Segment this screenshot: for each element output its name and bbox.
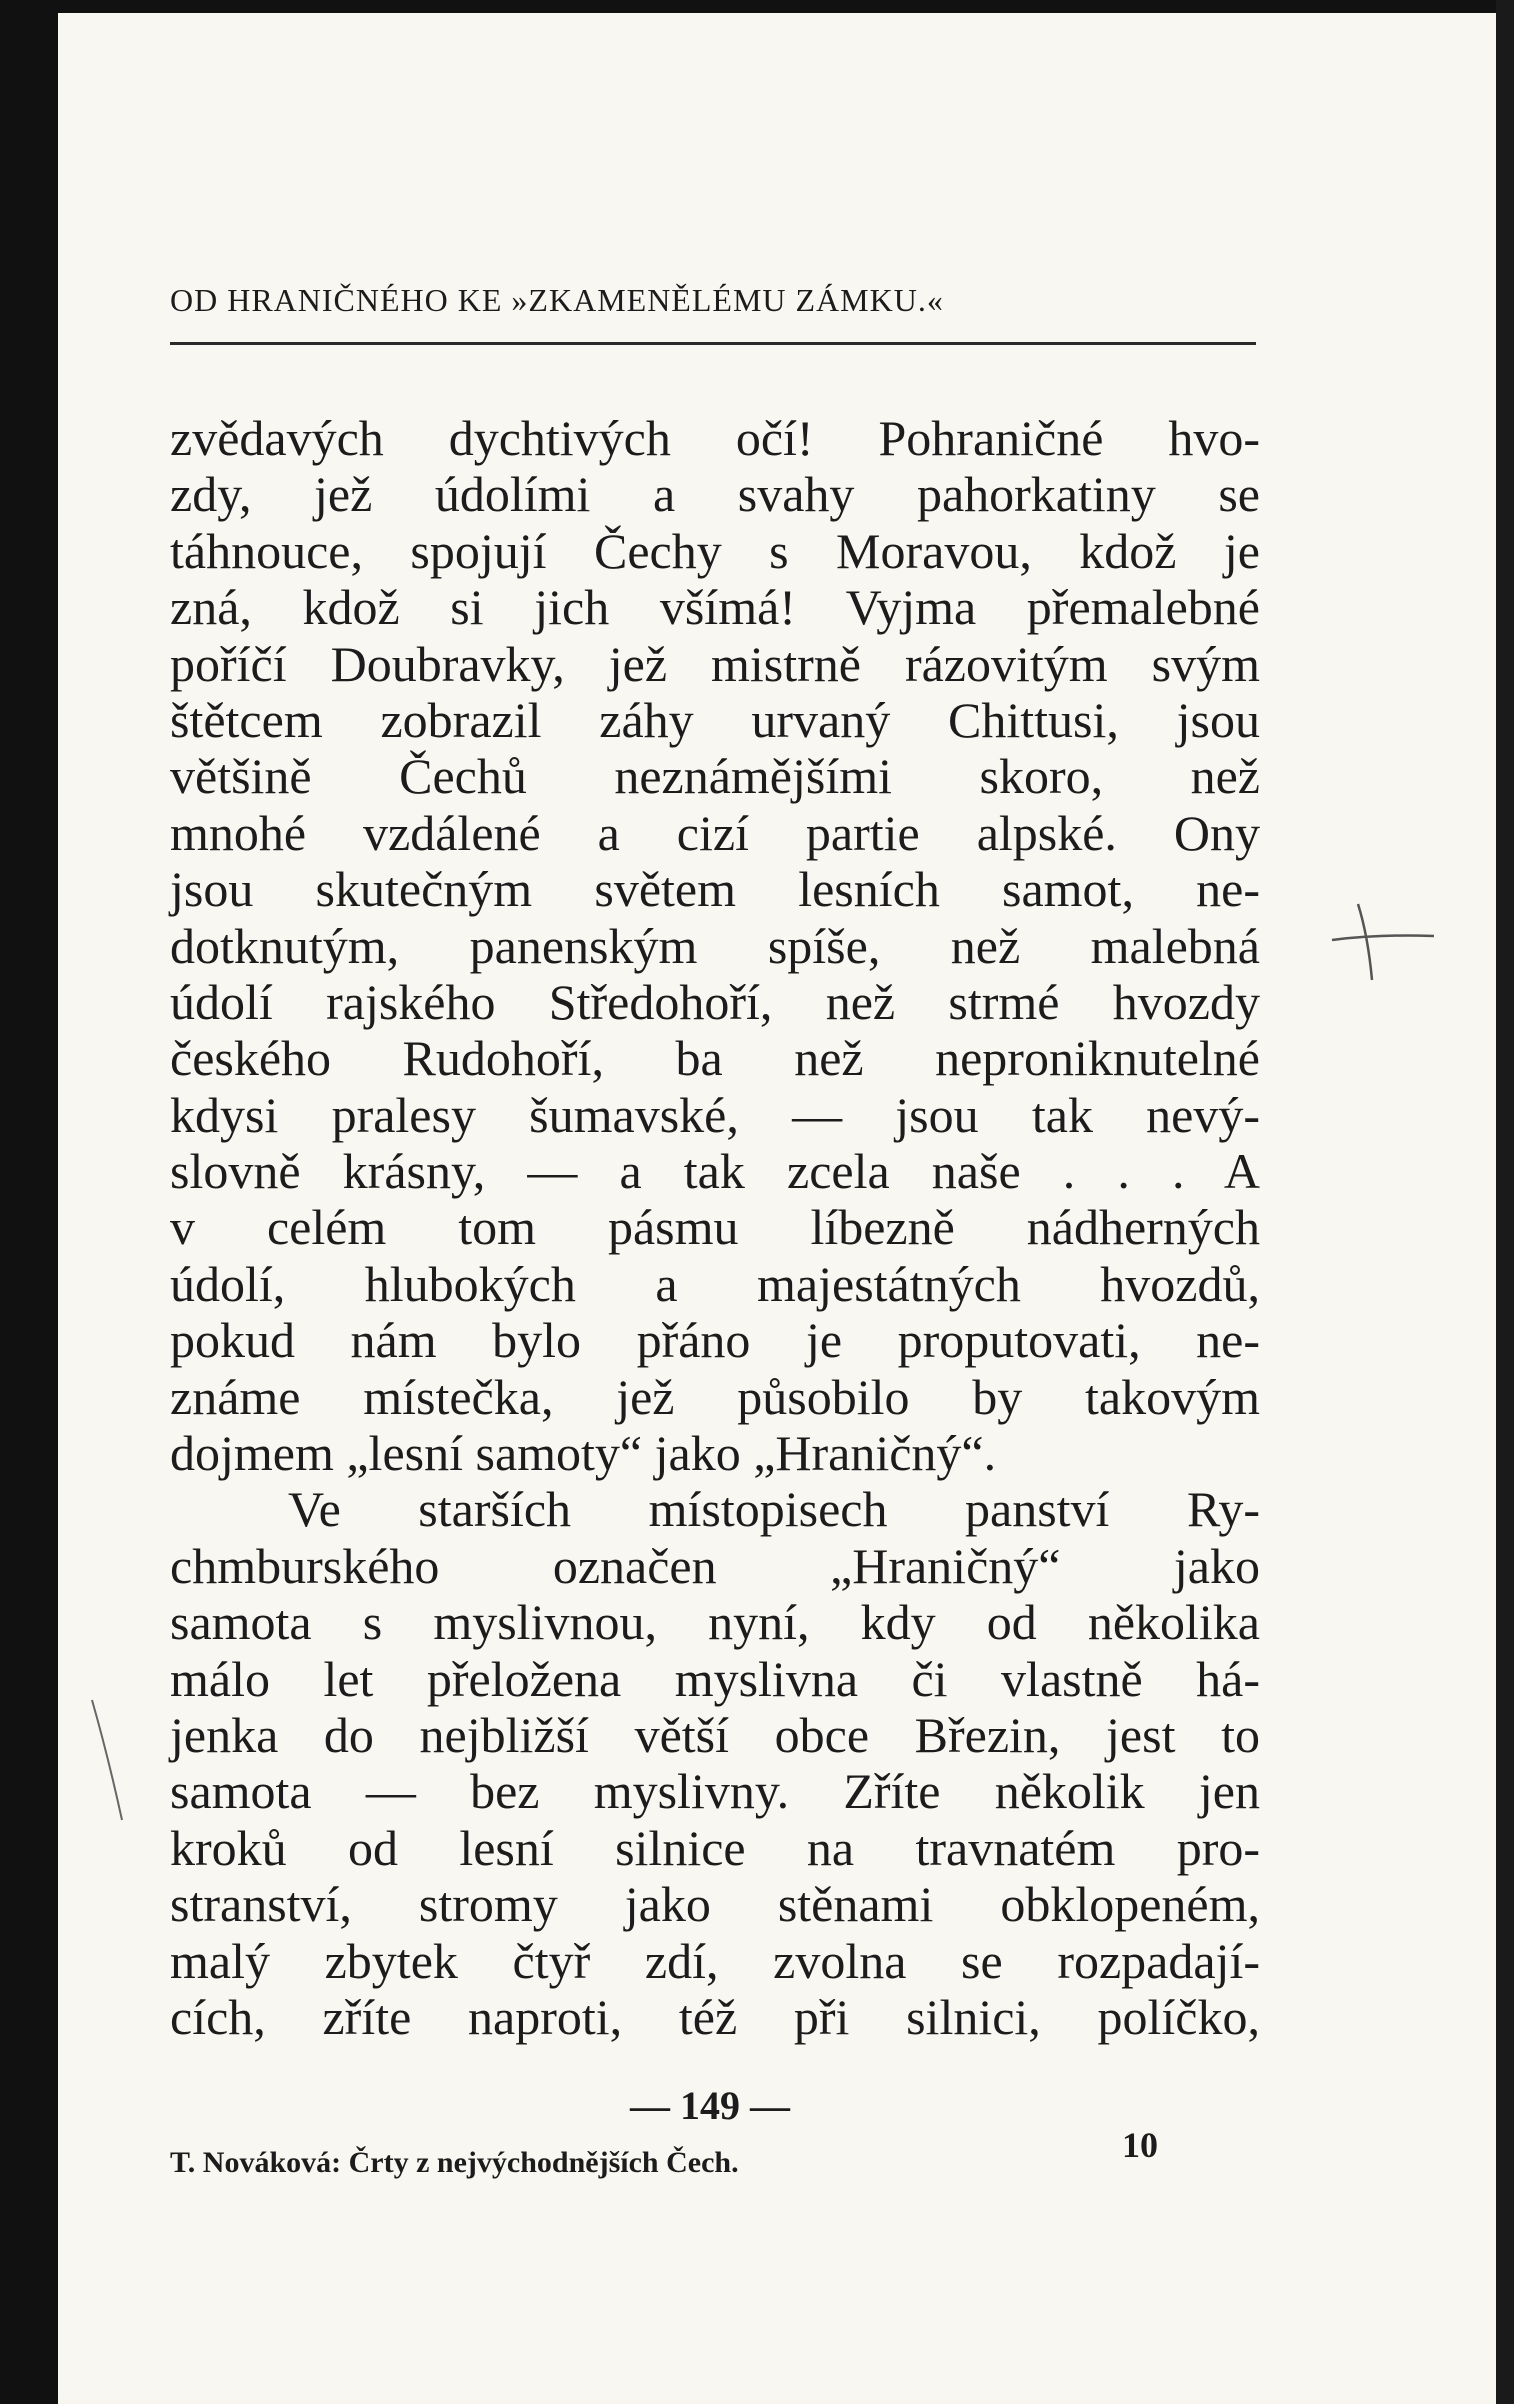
text-line: jsou skutečným světem lesních samot, ne- — [170, 861, 1260, 918]
text-line: zvědavých dychtivých očí! Pohraničné hvo- — [170, 410, 1260, 466]
scan-edge-right — [1496, 0, 1514, 2404]
text-line: kroků od lesní silnice na travnatém pro- — [170, 1819, 1260, 1876]
text-line: slovně krásny, — a tak zcela naše . . . A — [170, 1143, 1260, 1200]
running-head: OD HRANIČNÉHO KE »ZKAMENĚLÉMU ZÁMKU.« — [170, 282, 944, 318]
text-line: zná, kdož si jich všímá! Vyjma přemalebné — [170, 579, 1260, 636]
text-line: údolí rajského Středohoří, než strmé hvozdy — [170, 973, 1260, 1030]
text-line: dojmem „lesní samoty“ jako „Hraničný“. — [170, 1425, 997, 1482]
text-line: chmburského označen „Hraničný“ jako — [170, 1537, 1260, 1594]
body-text — [170, 410, 1260, 2045]
text-line: zdy, jež údolími a svahy pahorkatiny se — [170, 466, 1260, 523]
text-line: dotknutým, panenským spíše, než malebná — [170, 917, 1260, 974]
text-line: stranství, stromy jako stěnami obklopeném, — [170, 1876, 1260, 1933]
text-line: samota s myslivnou, nyní, kdy od několika — [170, 1594, 1260, 1651]
text-line: jenka do nejbližší větší obce Březin, jest to — [170, 1706, 1260, 1763]
text-line: štětcem zobrazil záhy urvaný Chittusi, jsou — [170, 691, 1260, 748]
text-line: většině Čechů neznámějšími skoro, než — [170, 748, 1260, 805]
page-number: — 149 — — [630, 2083, 790, 2128]
text-line: v celém tom pásmu líbezně nádherných — [170, 1199, 1260, 1256]
text-line: Ve starších místopisech panství Ry- — [288, 1481, 1260, 1538]
text-line: údolí, hlubokých a majestátných hvozdů, — [170, 1255, 1260, 1312]
scan-edge-top — [0, 0, 1514, 13]
text-line: českého Rudohoří, ba než neproniknutelné — [170, 1030, 1260, 1087]
header-rule — [170, 342, 1256, 345]
signature-mark: 10 — [1122, 2125, 1158, 2165]
scan-edge-left — [0, 0, 58, 2404]
text-line: kdysi pralesy šumavské, — jsou tak nevý- — [170, 1086, 1260, 1143]
text-line: cích, zříte naproti, též při silnici, políčko, — [170, 1988, 1260, 2045]
text-line: samota — bez myslivny. Zříte několik jen — [170, 1763, 1260, 1820]
pencil-cross-mark — [1328, 896, 1438, 986]
pencil-margin-stroke — [88, 1696, 128, 1826]
text-line: malý zbytek čtyř zdí, zvolna se rozpadají- — [170, 1932, 1260, 1989]
text-line: známe místečka, jež působilo by takovým — [170, 1368, 1260, 1425]
text-line: táhnouce, spojují Čechy s Moravou, kdož je — [170, 522, 1260, 579]
text-line: málo let přeložena myslivna či vlastně há- — [170, 1650, 1260, 1707]
footer-citation: T. Nováková: Črty z nejvýchodnějších Čech. — [170, 2146, 739, 2179]
text-line: poříčí Doubravky, jež mistrně rázovitým svým — [170, 635, 1260, 692]
text-line: pokud nám bylo přáno je proputovati, ne- — [170, 1312, 1260, 1369]
text-line: mnohé vzdálené a cizí partie alpské. Ony — [170, 804, 1260, 861]
